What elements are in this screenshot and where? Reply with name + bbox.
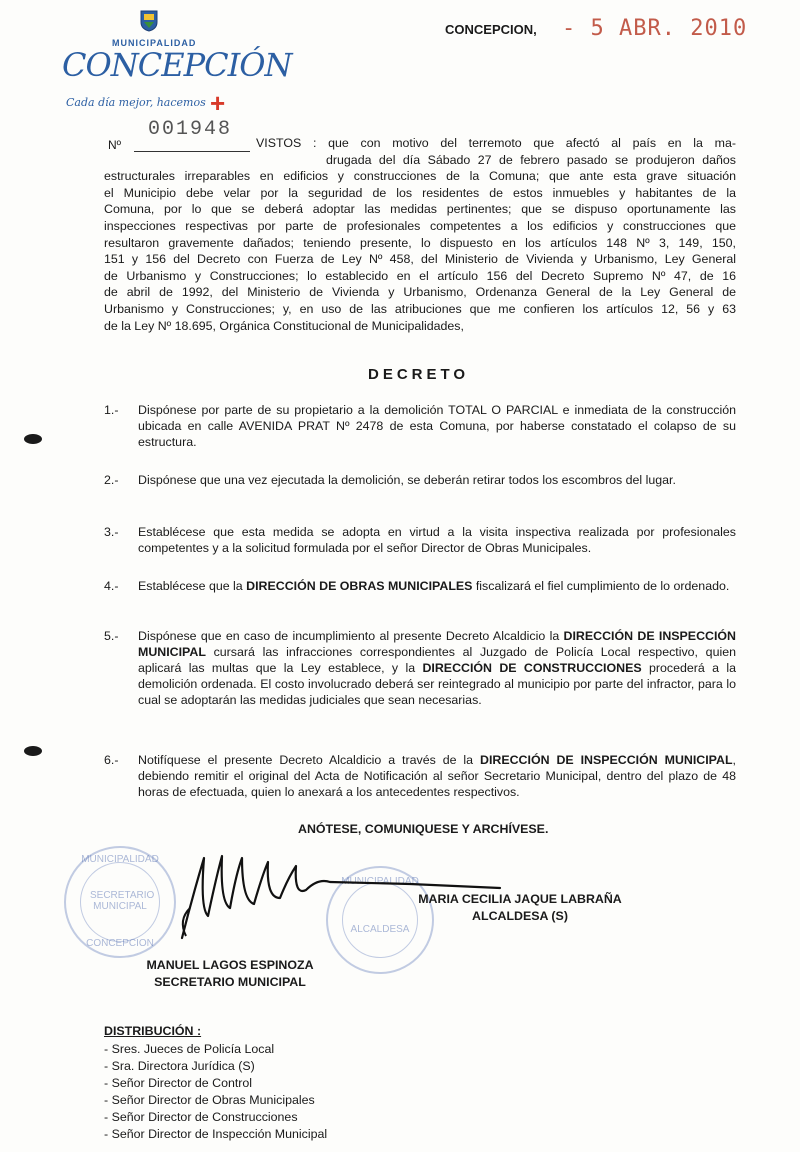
secretary-stamp xyxy=(64,846,176,958)
distribution-item: - Sra. Directora Jurídica (S) xyxy=(104,1059,255,1073)
vistos-line: VISTOS : que con motivo del terremoto que afectó al país en la ma- xyxy=(256,136,736,150)
mayor-role: ALCALDESA (S) xyxy=(472,909,568,923)
vistos-line: de Urbanismo y Construcciones; lo establecido en el artículo 156 del Decreto Supremo Nº 47, de 16 xyxy=(104,268,736,283)
article-number: 4.- xyxy=(104,579,119,593)
vistos-line: 151 y 156 del Decreto con Fuerza de Ley Nº 458, del Ministerio de Vivienda y Urbanismo, Ley General xyxy=(104,252,736,267)
article-text-bold: DIRECCIÓN DE INSPECCIÓN MUNICIPAL xyxy=(480,753,733,767)
article-number: 1.- xyxy=(104,403,119,417)
date-stamp: - 5 ABR. 2010 xyxy=(562,16,748,41)
decree-title: DECRETO xyxy=(368,366,470,383)
secretary-stamp-bottom: CONCEPCION xyxy=(86,938,154,949)
article-text-span: Establécese que esta medida se adopta en virtud a la visita inspectiva realizada por profesionales competentes y a la solicitud formulada por el señor Director de Obras Municipales. xyxy=(138,525,736,555)
article-text xyxy=(138,752,736,800)
mayor-stamp-middle: ALCALDESA xyxy=(350,924,410,935)
secretary-stamp-middle: SECRETARIO MUNICIPAL xyxy=(90,890,155,912)
article-text-bold: DIRECCIÓN DE INSPECCIÓN MUNICIPAL xyxy=(138,629,736,659)
distribution-item: - Señor Director de Obras Municipales xyxy=(104,1093,315,1107)
article-text-span: Dispónese que una vez ejecutada la demolición, se deberán retirar todos los escombros del lugar. xyxy=(138,473,676,487)
logo-city: CONCEPCIÓN xyxy=(62,46,292,84)
article-text-span: Notifíquese el presente Decreto Alcaldicio a través de la xyxy=(138,753,480,767)
place-label: CONCEPCION, xyxy=(445,22,537,37)
vistos-line: de abril de 1992, del Ministerio de Vivienda y Urbanismo, Ordenanza General de la Ley General de xyxy=(104,285,736,300)
distribution-item: - Sres. Jueces de Policía Local xyxy=(104,1042,275,1056)
vistos-line: el Municipio debe velar por la seguridad de los residentes de estos inmuebles y habitantes de la xyxy=(104,185,736,200)
logo-top-label: MUNICIPALIDAD xyxy=(112,38,197,48)
number-underline xyxy=(134,151,250,152)
mayor-name: MARIA CECILIA JAQUE LABRAÑA xyxy=(418,892,622,906)
distribution-item: - Señor Director de Inspección Municipal xyxy=(104,1127,328,1141)
article-text-span: Dispónese que en caso de incumplimiento al presente Decreto Alcaldicio la xyxy=(138,629,564,643)
article-text xyxy=(138,472,736,488)
mayor-stamp-top: MUNICIPALIDAD xyxy=(341,876,419,887)
secretary-role: SECRETARIO MUNICIPAL xyxy=(154,975,306,989)
article-text-span: Establécese que la xyxy=(138,579,247,593)
article-text-span: cursará las infracciones correspondientes al Juzgado de Policía Local respectivo, quien aplicará las multas que la Ley establece, y la xyxy=(138,645,736,675)
article-text-span: , debiendo remitir el original del Acta de Notificación al señor Secretario Municipal, dentro del plazo de 48 horas de efectuada, quien lo anexará a los antecedentes respectivos. xyxy=(138,753,736,799)
article-text-span: Dispónese por parte de su propietario a la demolición TOTAL O PARCIAL e inmediata de la construcción ubicada en calle AVENIDA PRAT Nº 2478 de esta Comuna, por haberse constatado el colapso de su estructura. xyxy=(138,403,736,449)
vistos-line: Urbanismo y Construcciones; y, en uso de las atribuciones que me confieren los artículos 12, 56 y 63 xyxy=(104,302,736,316)
punch-hole-bottom xyxy=(24,746,42,756)
vistos-line: estructurales irreparables en edificios y construcciones de la Comuna; que ante esta grave situación xyxy=(104,169,736,184)
article-text-bold: DIRECCIÓN DE OBRAS MUNICIPALES xyxy=(246,579,473,593)
article-number: 3.- xyxy=(104,525,119,539)
logo-slogan: Cada día mejor, hacemos xyxy=(66,96,206,109)
vistos-line: resultaron gravemente dañados; teniendo presente, lo dispuesto en los artículos 148 Nº 3, 149, 150, xyxy=(104,235,736,250)
vistos-line: de la Ley Nº 18.695, Orgánica Constitucional de Municipalidades, xyxy=(104,318,464,333)
article-text xyxy=(138,402,736,450)
article-text-bold: DIRECCIÓN DE CONSTRUCCIONES xyxy=(422,661,642,675)
article-text xyxy=(138,628,736,708)
distribution-title: DISTRIBUCIÓN : xyxy=(104,1024,202,1038)
vistos-line: drugada del día Sábado 27 de febrero pasado se produjeron daños xyxy=(326,152,736,167)
distribution-item: - Señor Director de Construcciones xyxy=(104,1110,298,1124)
article-text xyxy=(138,524,736,556)
article-number: 5.- xyxy=(104,629,119,643)
secretary-stamp-top: MUNICIPALIDAD xyxy=(81,854,159,865)
plus-icon: + xyxy=(210,88,226,118)
vistos-line: Comuna, por lo que se deberá adoptar las medidas pertinentes; que se dispuso oportunamente las xyxy=(104,202,736,217)
municipality-logo xyxy=(62,10,292,120)
article-text xyxy=(138,578,736,594)
closing-formula: ANÓTESE, COMUNIQUESE Y ARCHÍVESE. xyxy=(298,822,549,836)
article-text-span: procederá a la demolición ordenada. El costo involucrado deberá ser reintegrado al municipio por parte del infractor, para lo cual se adoptarán las medidas judiciales que sean necesarias. xyxy=(138,661,736,707)
distribution-item: - Señor Director de Control xyxy=(104,1076,253,1090)
secretary-name: MANUEL LAGOS ESPINOZA xyxy=(146,958,314,972)
coat-of-arms-icon xyxy=(140,10,158,32)
vistos-line: inspecciones respectivas por parte de profesionales competentes a los edificios y construcciones que xyxy=(104,219,736,233)
article-number: 6.- xyxy=(104,753,119,767)
punch-hole-top xyxy=(24,434,42,444)
number-label: Nº xyxy=(108,138,122,152)
article-number: 2.- xyxy=(104,473,119,487)
article-text-span: fiscalizará el fiel cumplimiento de lo ordenado. xyxy=(472,579,730,593)
decree-number: 001948 xyxy=(148,118,233,141)
